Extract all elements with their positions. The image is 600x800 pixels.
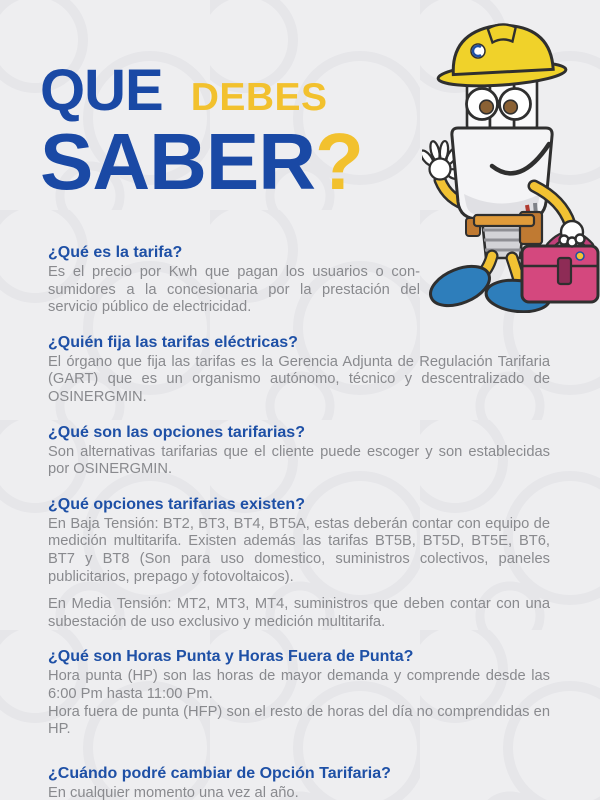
hard-hat-icon: [437, 22, 566, 89]
qa-content: [48, 244, 550, 800]
answer-paragraph: Son alternativas tarifarias que el cliente puede escoger y son establecidas por OSINERGMIN.: [48, 443, 550, 478]
question-heading: ¿Qué son Horas Punta y Horas Fuera de Punta?: [48, 648, 414, 666]
title-word-que: QUE: [40, 58, 163, 123]
answer-paragraph: Hora fuera de punta (HFP) son el resto de horas del día no comprendidas en HP.: [48, 703, 550, 738]
answer-paragraph: En Baja Tensión: BT2, BT3, BT4, BT5A, estas deberán contar con equipo de medición multitarifa. Existen además las tarifas BT5B, BT5D, BT5E, BT6, BT7 y BT8 (Son para uso domestico, suministros colectivos, paneles publicitarios, prepago y fotovoltaicos).: [48, 515, 550, 585]
answer-paragraph: En cualquier momento una vez al año.: [48, 784, 299, 800]
question-heading: ¿Quién fija las tarifas eléctricas?: [48, 333, 298, 351]
section-cambiar-opcion: [48, 765, 550, 800]
title-question-mark: ?: [315, 117, 364, 206]
question-heading: ¿Qué opciones tarifarias existen?: [48, 495, 305, 513]
section-horas-punta: [48, 648, 550, 738]
title-word-saber: SABER: [40, 117, 316, 206]
section-opciones-tarifarias: [48, 424, 550, 479]
section-quien-fija-tarifas: [48, 334, 550, 407]
question-heading: ¿Cuándo podré cambiar de Opción Tarifaria?: [48, 764, 391, 782]
question-heading: ¿Qué es la tarifa?: [48, 244, 183, 261]
page-title: [40, 58, 364, 206]
answer-paragraph: Hora punta (HP) son las horas de mayor demanda y comprende desde las 6:00 Pm hasta 11:00 Pm.: [48, 668, 550, 702]
answer-paragraph: El órgano que fija las tarifas es la Gerencia Adjunta de Regulación Tarifaria (GART) que es un organismo autónomo, técnico y descentralizado de OSINERGMIN.: [48, 353, 550, 405]
section-que-es-la-tarifa: [48, 244, 550, 317]
question-heading: ¿Qué son las opciones tarifarias?: [48, 423, 305, 441]
answer-paragraph: Es el precio por Kwh que pagan los usuarios o con- sumidores a la concesionaria por la prestación del servicio público de electricidad.: [48, 264, 420, 316]
toolbox-glove-icon: [560, 221, 585, 247]
answer-paragraph: En Media Tensión: MT2, MT3, MT4, suministros que deben contar con una subestación de uso exclusivo y medición multitarifa.: [48, 596, 550, 630]
section-opciones-existen: [48, 496, 550, 632]
title-word-debes: DEBES: [190, 76, 328, 119]
